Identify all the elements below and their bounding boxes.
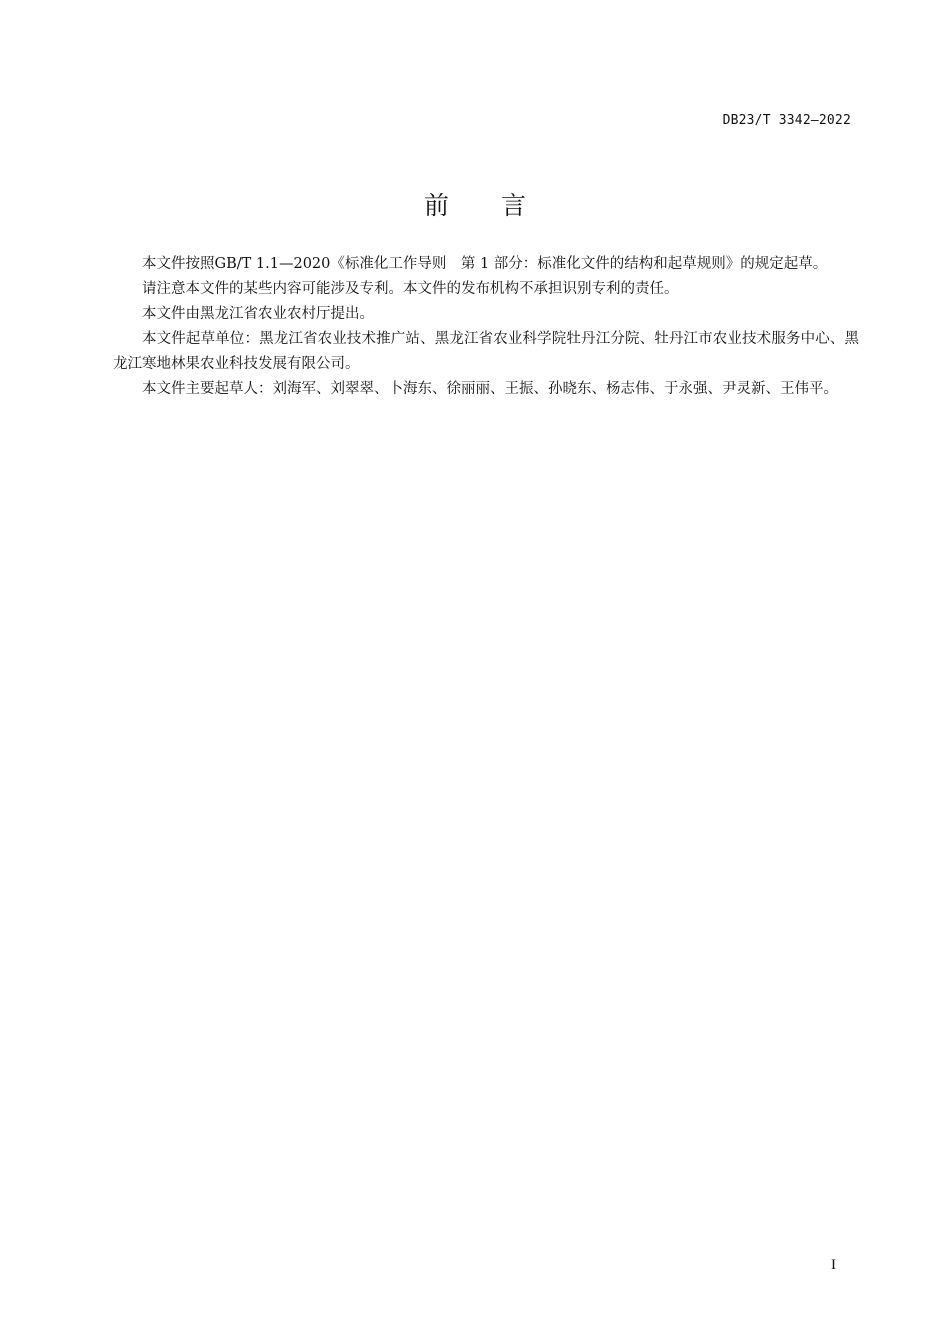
- paragraph-proposer: 本文件由黑龙江省农业农村厅提出。: [142, 306, 374, 322]
- document-body: [113, 252, 859, 402]
- document-code: DB23/T 3342—2022: [722, 113, 851, 128]
- paragraph-main-drafters: 本文件主要起草人：刘海军、刘翠翠、卜海东、徐丽丽、王振、孙晓东、杨志伟、于永强、尹灵新、王伟平。: [142, 381, 838, 397]
- paragraph-drafting-rules: 本文件按照GB/T 1.1—2020《标准化工作导则 第 1 部分：标准化文件的结构和起草规则》的规定起草。: [142, 256, 828, 272]
- paragraph-patent-notice: 请注意本文件的某些内容可能涉及专利。本文件的发布机构不承担识别专利的责任。: [142, 281, 679, 297]
- paragraph-drafting-units: 本文件起草单位：黑龙江省农业技术推广站、黑龙江省农业科学院牡丹江分院、牡丹江市农业技术服务中心、黑龙江寒地林果农业科技发展有限公司。: [113, 331, 859, 372]
- page-number: I: [831, 1257, 836, 1273]
- page-title: 前言: [423, 191, 578, 220]
